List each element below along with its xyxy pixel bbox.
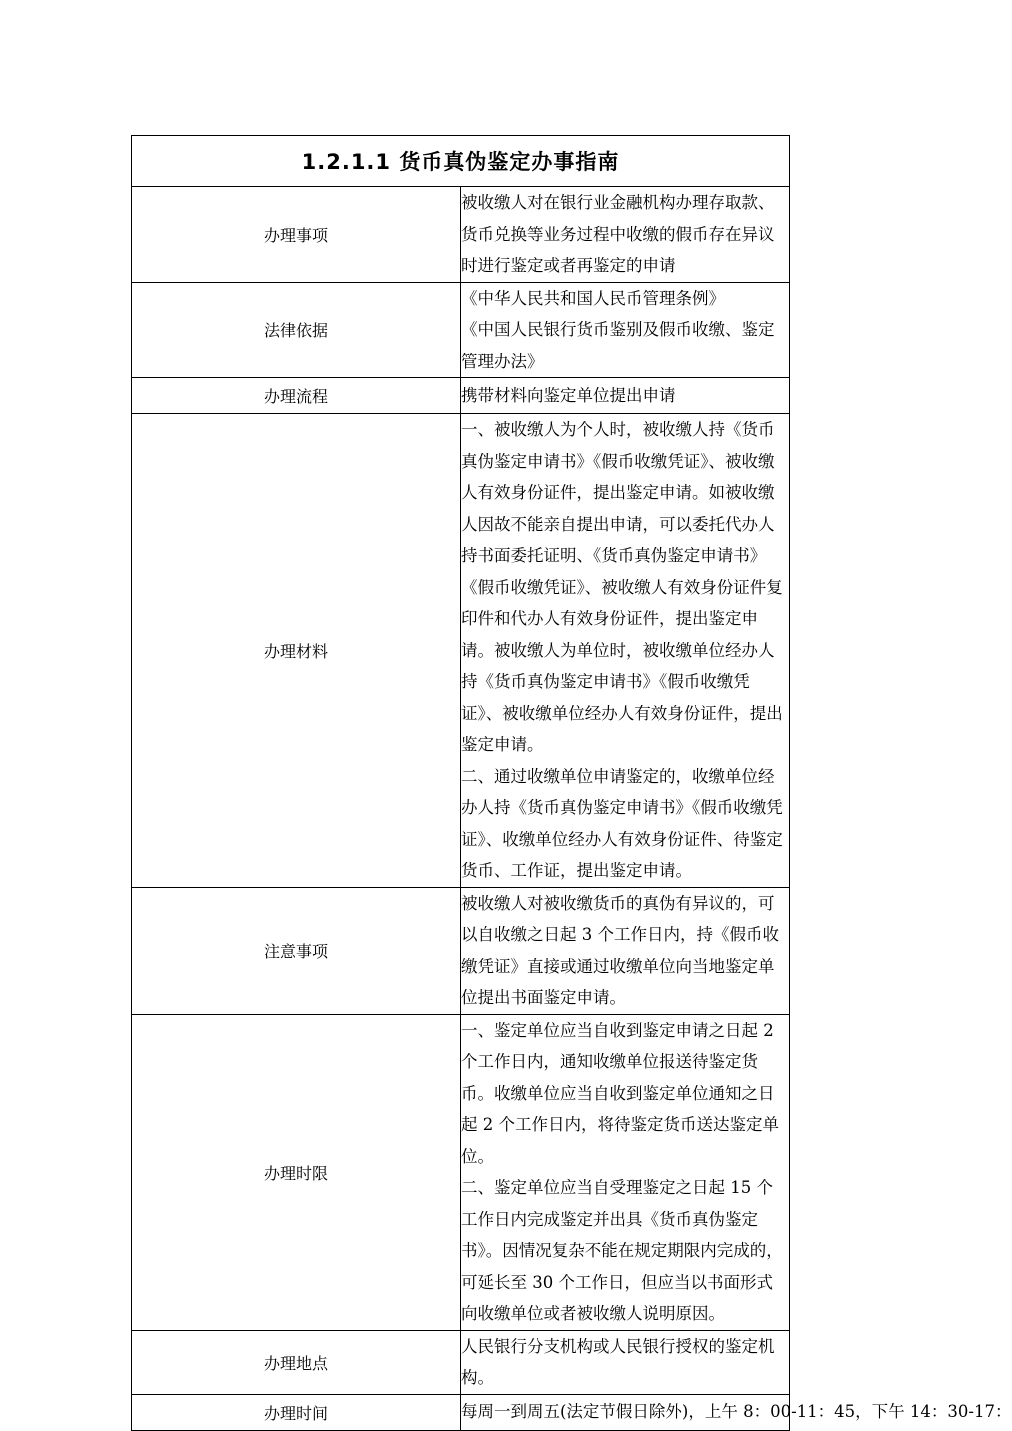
row-label: 办理事项: [132, 187, 461, 283]
row-content: [461, 887, 790, 1014]
content-paragraph: 被收缴人对被收缴货币的真伪有异议的，可以自收缴之日起 3 个工作日内，持《假币收缴凭证》直接或通过收缴单位向当地鉴定单位提出书面鉴定申请。: [461, 893, 779, 1007]
row-label: 办理材料: [132, 414, 461, 888]
row-label: 办理地点: [132, 1330, 461, 1394]
content-paragraph: 《中国人民银行货币鉴别及假币收缴、鉴定管理办法》: [461, 320, 775, 371]
content-paragraph: 二、通过收缴单位申请鉴定的，收缴单位经办人持《货币真伪鉴定申请书》《假币收缴凭证》、收缴单位经办人有效身份证件、待鉴定货币、工作证，提出鉴定申请。: [461, 766, 783, 880]
content-paragraph: 被收缴人对在银行业金融机构办理存取款、货币兑换等业务过程中收缴的假币存在异议时进行鉴定或者再鉴定的申请: [461, 193, 775, 275]
title-row: [132, 136, 790, 187]
content-paragraph: 二、鉴定单位应当自受理鉴定之日起 15 个工作日内完成鉴定并出具《货币真伪鉴定书》。因情况复杂不能在规定期限内完成的，可延长至 30 个工作日，但应当以书面形式向收缴单位或者被收缴人说明原因。: [461, 1178, 783, 1323]
row-content: [461, 1394, 1012, 1430]
table-row: [132, 282, 790, 378]
row-content: [461, 414, 790, 888]
row-label: 办理时间: [132, 1394, 461, 1430]
row-content: [461, 1330, 790, 1394]
row-content: [461, 187, 790, 283]
guide-table: [131, 135, 1012, 1431]
row-label: 法律依据: [132, 282, 461, 378]
content-paragraph: 携带材料向鉴定单位提出申请: [461, 385, 676, 405]
table-row: [132, 887, 790, 1014]
content-paragraph: 一、被收缴人为个人时，被收缴人持《货币真伪鉴定申请书》《假币收缴凭证》、被收缴人有效身份证件，提出鉴定申请。如被收缴人因故不能亲自提出申请，可以委托代办人持书面委托证明、《货币真伪鉴定申请书》《假币收缴凭证》、被收缴人有效身份证件复印件和代办人有效身份证件，提出鉴定申请。被收缴人为单位时，被收缴单位经办人持《货币真伪鉴定申请书》《假币收缴凭证》、被收缴单位经办人有效身份证件，提出鉴定申请。: [461, 420, 783, 754]
content-paragraph: 人民银行分支机构或人民银行授权的鉴定机构。: [461, 1336, 775, 1387]
row-content: [461, 282, 790, 378]
row-content: [461, 378, 790, 414]
document-title: 1.2.1.1 货币真伪鉴定办事指南: [132, 136, 790, 187]
table-row: [132, 414, 790, 888]
table-row: [132, 1330, 790, 1394]
row-label: 办理流程: [132, 378, 461, 414]
content-paragraph: 一、鉴定单位应当自收到鉴定申请之日起 2 个工作日内，通知收缴单位报送待鉴定货币。收缴单位应当自收到鉴定单位通知之日起 2 个工作日内，将待鉴定货币送达鉴定单位。: [461, 1020, 779, 1166]
row-content: [461, 1014, 790, 1330]
table-row: [132, 187, 790, 283]
row-label: 办理时限: [132, 1014, 461, 1330]
content-paragraph: 每周一到周五(法定节假日除外)，上午 8：00-11：45，下午 14：30-17：: [461, 1402, 1012, 1422]
row-label: 注意事项: [132, 887, 461, 1014]
table-row: [132, 378, 790, 414]
table-row: [132, 1014, 790, 1330]
table-row: [132, 1394, 790, 1430]
content-paragraph: 《中华人民共和国人民币管理条例》: [461, 288, 725, 308]
